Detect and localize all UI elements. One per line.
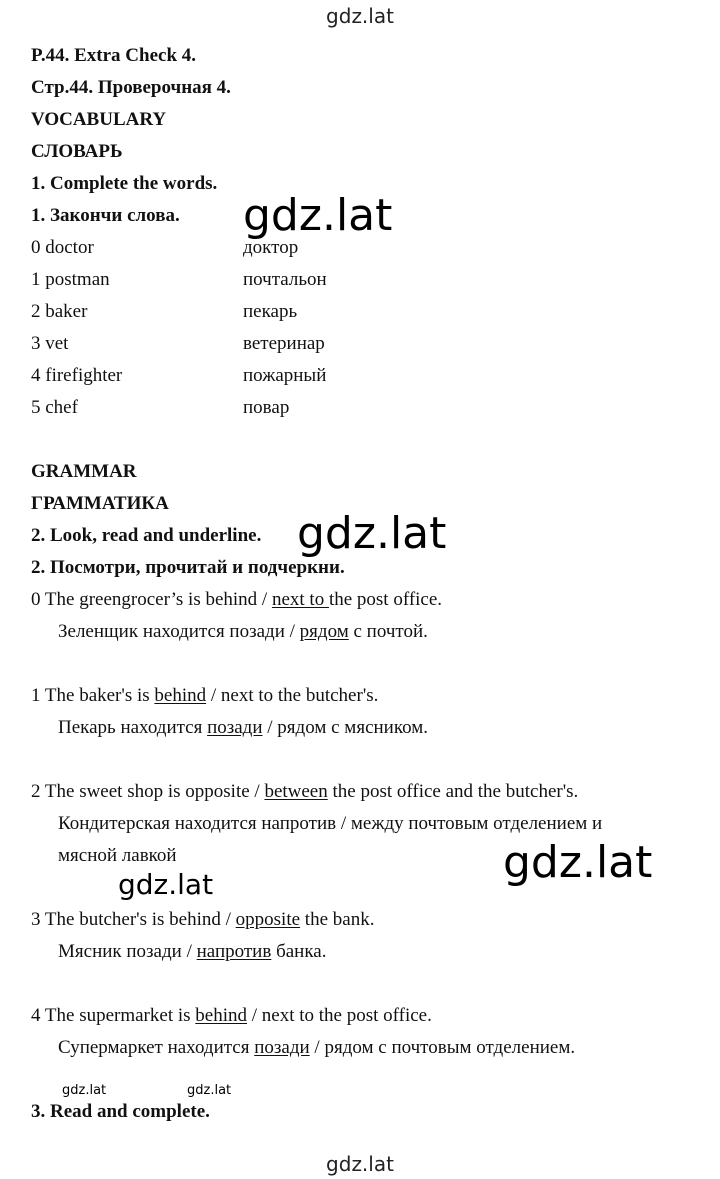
underlined-answer: позади [207,717,263,738]
underlined-answer: behind [154,685,207,706]
grammar-sentence-ru-continued: мясной лавкой [58,845,177,862]
task-1-heading-en: 1. Complete the words. [31,173,218,194]
watermark-top: gdz.lat [326,4,394,28]
section-heading-vocabulary-en: VOCABULARY [31,109,167,130]
grammar-sentence-en: 3 The butcher's is behind / opposite the bank. [31,909,375,930]
underlined-answer: between [264,781,328,802]
vocabulary-word-en: 0 doctor [31,237,94,258]
task-2-heading-ru: 2. Посмотри, прочитай и подчеркни. [31,557,345,578]
vocabulary-word-ru: почтальон [243,269,327,290]
vocabulary-word-ru: повар [243,397,290,418]
vocabulary-word-en: 2 baker [31,301,88,322]
underlined-answer: behind [195,1005,247,1026]
underlined-answer: рядом [299,621,349,642]
underlined-answer: напротив [196,941,272,962]
watermark-large: gdz.lat [297,508,447,559]
watermark-medium: gdz.lat [118,868,214,901]
section-heading-vocabulary-ru: СЛОВАРЬ [31,141,123,162]
watermark-large: gdz.lat [503,837,653,888]
grammar-sentence-ru: Пекарь находится позади / рядом с мясником. [58,717,429,738]
watermark-small: gdz.lat [62,1083,107,1098]
vocabulary-word-en: 3 vet [31,333,69,354]
vocabulary-word-en: 4 firefighter [31,365,123,386]
grammar-sentence-ru: Зеленщик находится позади / рядом с почтой. [58,621,428,642]
grammar-sentence-en: 2 The sweet shop is opposite / between the post office and the butcher's. [31,781,579,802]
grammar-sentence-en: 0 The greengrocer’s is behind / next to the post office. [31,589,443,610]
grammar-sentence-en: 4 The supermarket is behind / next to the post office. [31,1005,432,1026]
watermark-bottom: gdz.lat [326,1152,394,1176]
vocabulary-word-ru: доктор [243,237,299,258]
section-heading-grammar-ru: ГРАММАТИКА [31,493,169,514]
vocabulary-word-ru: пожарный [243,365,327,386]
underlined-answer: next to [271,589,329,610]
watermark-small: gdz.lat [187,1083,232,1098]
vocabulary-word-en: 5 chef [31,397,78,418]
grammar-sentence-ru: Мясник позади / напротив банка. [58,941,327,962]
grammar-sentence-ru: Кондитерская находится напротив / между почтовым отделением и [58,813,603,834]
underlined-answer: opposite [235,909,301,930]
task-3-heading-en: 3. Read and complete. [31,1101,210,1122]
section-heading-grammar-en: GRAMMAR [31,461,137,482]
vocabulary-word-ru: пекарь [243,301,298,322]
vocabulary-word-ru: ветеринар [243,333,325,354]
page-title-ru: Стр.44. Проверочная 4. [31,77,231,98]
page-title-en: P.44. Extra Check 4. [31,45,197,66]
vocabulary-word-en: 1 postman [31,269,110,290]
task-2-heading-en: 2. Look, read and underline. [31,525,262,546]
grammar-sentence-en: 1 The baker's is behind / next to the butcher's. [31,685,379,706]
grammar-sentence-ru: Супермаркет находится позади / рядом с почтовым отделением. [58,1037,576,1058]
watermark-large: gdz.lat [243,190,393,241]
task-1-heading-ru: 1. Закончи слова. [31,205,180,226]
underlined-answer: позади [254,1037,310,1058]
